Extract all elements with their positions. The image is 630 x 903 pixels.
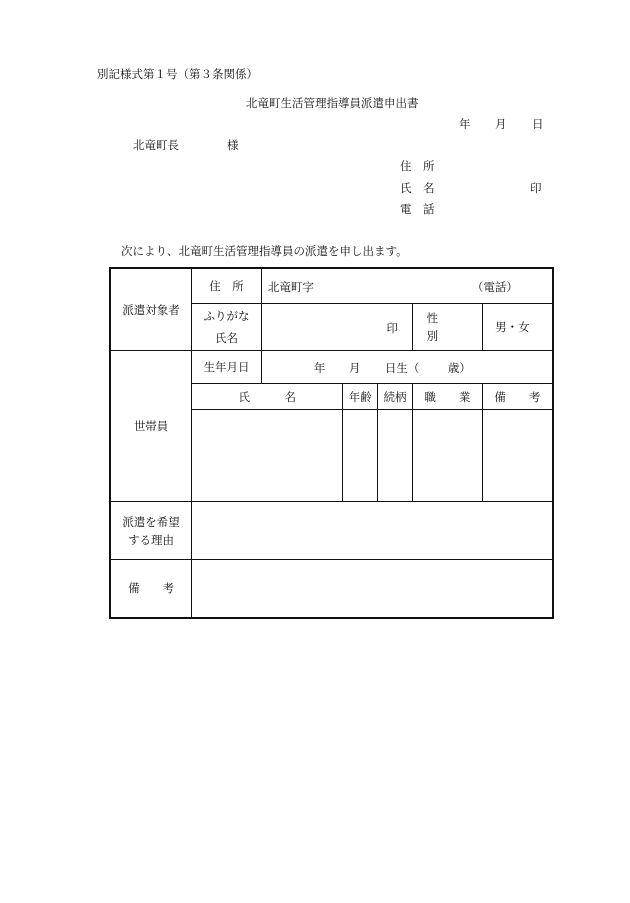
dob-day-label: 日生（ [384,361,420,375]
remarks-field[interactable] [192,560,553,618]
reason-label-cell [110,502,192,560]
target-address-row [110,268,553,304]
reason-label-top: 派遣を希望 [122,514,180,529]
reason-field[interactable] [192,502,553,560]
household-occupation-field[interactable] [412,410,482,502]
household-col-occupation: 職 業 [412,384,482,410]
dispatch-form-table [109,267,554,619]
remarks-row [110,560,553,618]
document-title: 北竜町生活管理指導員派遣申出書 [246,96,419,110]
household-name-field[interactable] [192,410,343,502]
reason-row [110,502,553,560]
dob-field[interactable] [261,351,553,384]
intro-text: 次により、北竜町生活管理指導員の派遣を申し出ます。 [121,244,408,258]
dob-year-label: 年 [313,361,326,375]
gender-options[interactable] [482,304,553,351]
household-remarks-field[interactable] [482,410,553,502]
target-address-field[interactable] [261,268,553,304]
form-number-label: 別記様式第１号（第３条関係） [97,67,258,81]
remarks-label: 備 考 [110,560,192,618]
household-label: 世帯員 [110,351,192,502]
date-day-label: 日 [532,117,544,131]
reason-label-bottom: する理由 [128,532,175,547]
household-relation-field[interactable] [378,410,413,502]
date-year-label: 年 [459,117,471,131]
target-person-label: 派遣対象者 [110,268,192,351]
target-address-value: 北竜町字 [267,280,314,294]
name-label: 氏名 [214,331,238,345]
date-month-label: 月 [495,117,507,131]
household-age-field[interactable] [343,410,378,502]
dob-label: 生年月日 [192,351,262,384]
gender-label-cell [412,304,482,351]
household-col-age: 年齢 [343,384,378,410]
applicant-address-label: 住 所 [400,159,435,173]
target-address-label: 住 所 [192,268,262,304]
target-phone-label: （電話） [471,280,518,294]
addressee-name: 北竜町長 [133,138,179,152]
household-col-relation: 続柄 [378,384,413,410]
dob-age-label: 歳） [447,361,471,375]
gender-label-bottom: 別 [426,329,439,343]
household-col-name: 氏 名 [192,384,343,410]
gender-label-top: 性 [426,311,439,325]
gender-options-text: 男・女 [495,320,530,334]
furigana-label: ふりがな [203,309,250,323]
target-seal-mark: 印 [386,321,398,335]
applicant-seal-mark: 印 [530,181,542,195]
household-col-remarks: 備 考 [482,384,553,410]
dob-row [110,351,553,384]
applicant-name-label: 氏 名 [400,181,435,195]
furigana-name-label-cell [192,304,262,351]
applicant-phone-label: 電 話 [400,202,435,216]
dob-month-label: 月 [348,361,361,375]
addressee-honorific: 様 [227,138,239,152]
